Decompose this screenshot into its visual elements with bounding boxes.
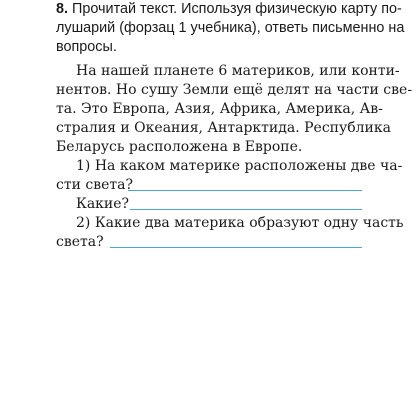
ex8-question-2-line-2: света? [56,234,104,250]
ex8-number: 8. [56,1,69,17]
ex8-text-line-5: Беларусь расположена в Европе. [56,139,303,155]
ex8-question-1-followup: Какие? [76,196,130,212]
answer-line-q2[interactable] [110,247,362,248]
ex8-question-2-line-1: 2) Какие два материка образуют одну часть [76,215,404,231]
ex8-text-line-4: стралия и Океания, Антарктида. Республика [56,120,391,136]
ex8-instruction-line-2: лушарий (форзац 1 учебника), ответь письменно на [56,20,405,36]
ex8-instruction-line-1 [56,0,402,18]
ex8-text-line-1: На нашей планете 6 материков, или конти- [76,63,400,79]
ex8-instruction-text-1: Прочитай текст. Используя физическую карту по- [72,1,402,17]
ex8-question-1-line-1: 1) На каком материке расположены две ча- [76,158,403,174]
ex8-text-line-2: нентов. Но сушу Земли ещё делят на части све- [56,82,413,98]
answer-line-q1[interactable] [128,190,362,191]
ex8-question-1-line-2: сти света? [56,177,133,193]
ex8-instruction-line-3: вопросы. [56,39,117,55]
answer-line-q1-which[interactable] [130,209,362,210]
ex8-text-line-3: та. Это Европа, Азия, Африка, Америка, Ав- [56,101,383,117]
